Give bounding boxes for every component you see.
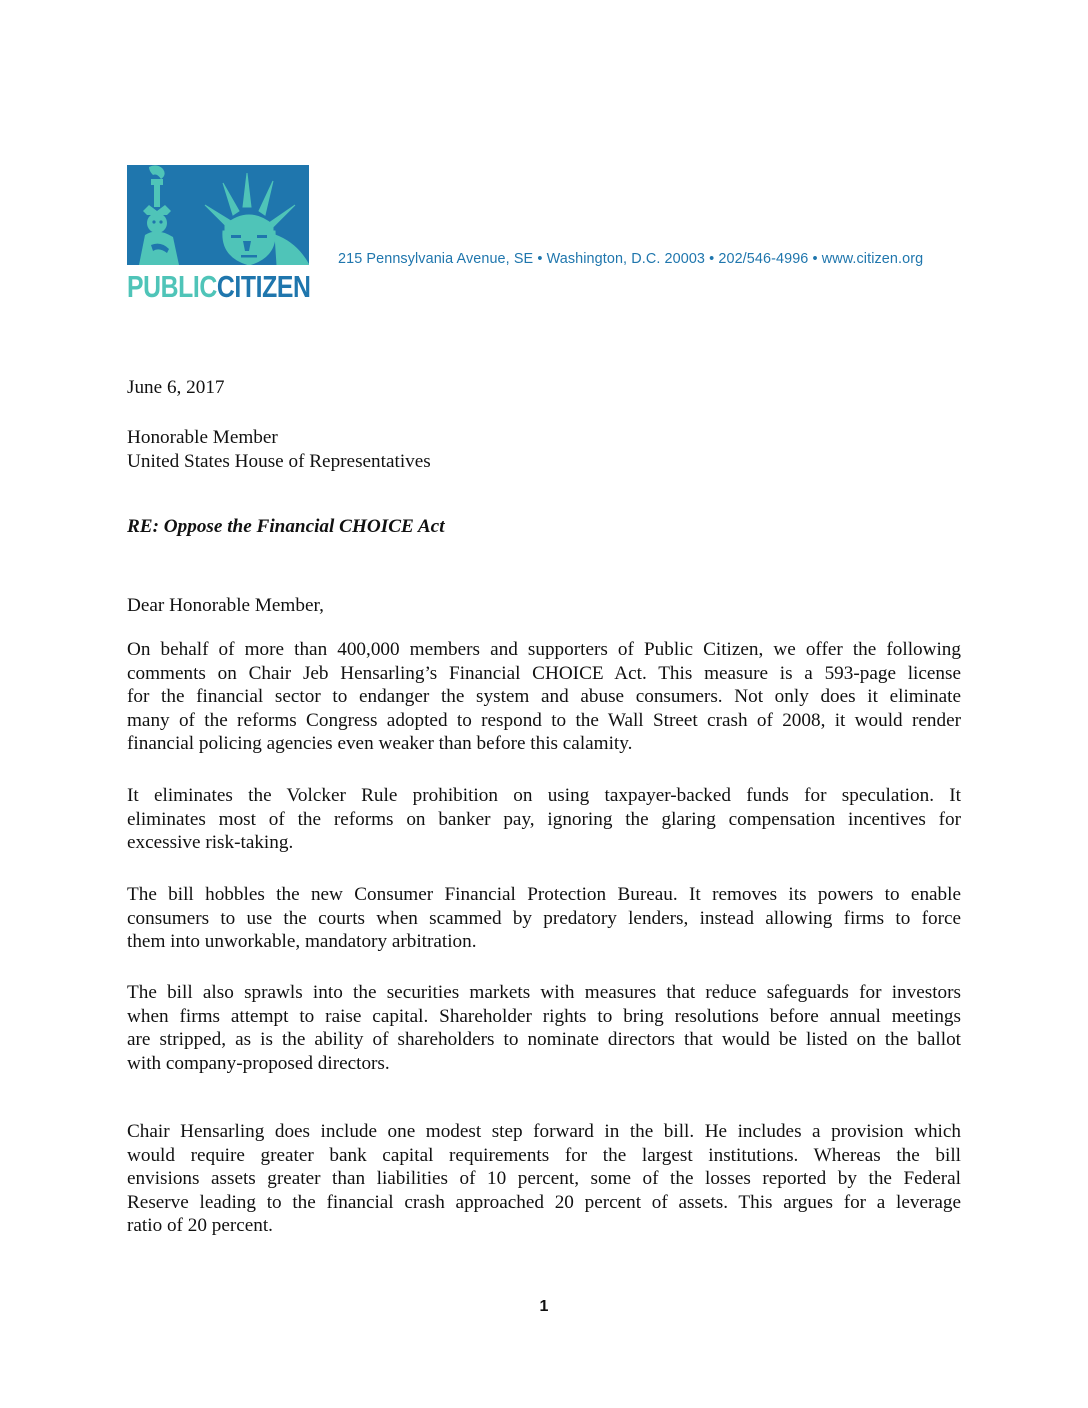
paragraph-line: many of the reforms Congress adopted to respond to the Wall Street crash of 2008, it would render [127, 709, 961, 731]
paragraph-line: The bill hobbles the new Consumer Financial Protection Bureau. It removes its powers to enable [127, 884, 961, 905]
body-paragraph-3 [127, 883, 961, 954]
paragraph-line: ratio of 20 percent. [127, 1215, 273, 1237]
body-paragraph-1 [127, 638, 961, 756]
paragraph-line: On behalf of more than 400,000 members and supporters of Public Citizen, we offer the following [127, 639, 961, 660]
paragraph-line: It eliminates the Volcker Rule prohibition on using taxpayer-backed funds for speculation. It [127, 785, 961, 806]
logo-emblem [127, 165, 309, 265]
statue-of-liberty-icon [127, 165, 309, 265]
paragraph-line: envisions assets greater than liabilities of 10 percent, some of the losses reported by the Federal [127, 1168, 961, 1190]
paragraph-line: financial policing agencies even weaker than before this calamity. [127, 733, 633, 755]
paragraph-line: when firms attempt to raise capital. Shareholder rights to bring resolutions before annual meetings [127, 1005, 961, 1027]
logo-word-citizen: CITIZEN [216, 269, 311, 304]
body-paragraph-2 [127, 784, 961, 855]
subject-line: RE: Oppose the Financial CHOICE Act [127, 516, 445, 537]
public-citizen-logo [127, 165, 309, 305]
body-paragraph-5 [127, 1120, 961, 1238]
recipient-name: Honorable Member [127, 427, 278, 448]
paragraph-line: with company-proposed directors. [127, 1052, 390, 1074]
paragraph-line: The bill also sprawls into the securities markets with measures that reduce safeguards for investors [127, 982, 961, 1003]
logo-wordmark [127, 269, 311, 305]
paragraph-line: excessive risk-taking. [127, 832, 294, 854]
salutation: Dear Honorable Member, [127, 595, 324, 616]
paragraph-line: Chair Hensarling does include one modest step forward in the bill. He includes a provision which [127, 1121, 961, 1142]
logo-word-public: PUBLIC [127, 269, 217, 304]
paragraph-line: comments on Chair Jeb Hensarling’s Financial CHOICE Act. This measure is a 593-page license [127, 662, 961, 684]
body-paragraph-4 [127, 981, 961, 1075]
paragraph-line: Reserve leading to the financial crash approached 20 percent of assets. This argues for a leverage [127, 1191, 961, 1213]
paragraph-line: are stripped, as is the ability of shareholders to nominate directors that would be listed on the ballot [127, 1029, 961, 1051]
paragraph-line: for the financial sector to endanger the system and abuse consumers. Not only does it eliminate [127, 686, 961, 708]
letterhead-address: 215 Pennsylvania Avenue, SE • Washington, D.C. 20003 • 202/546-4996 • www.citizen.org [338, 251, 924, 267]
paragraph-line: eliminates most of the reforms on banker pay, ignoring the glaring compensation incentives for [127, 808, 961, 830]
recipient-organization: United States House of Representatives [127, 451, 431, 472]
page-number: 1 [539, 1298, 549, 1315]
paragraph-line: consumers to use the courts when scammed by predatory lenders, instead allowing firms to force [127, 907, 961, 929]
paragraph-line: would require greater bank capital requirements for the largest institutions. Whereas the bill [127, 1144, 961, 1166]
paragraph-line: them into unworkable, mandatory arbitration. [127, 931, 477, 953]
letter-date: June 6, 2017 [127, 377, 225, 398]
